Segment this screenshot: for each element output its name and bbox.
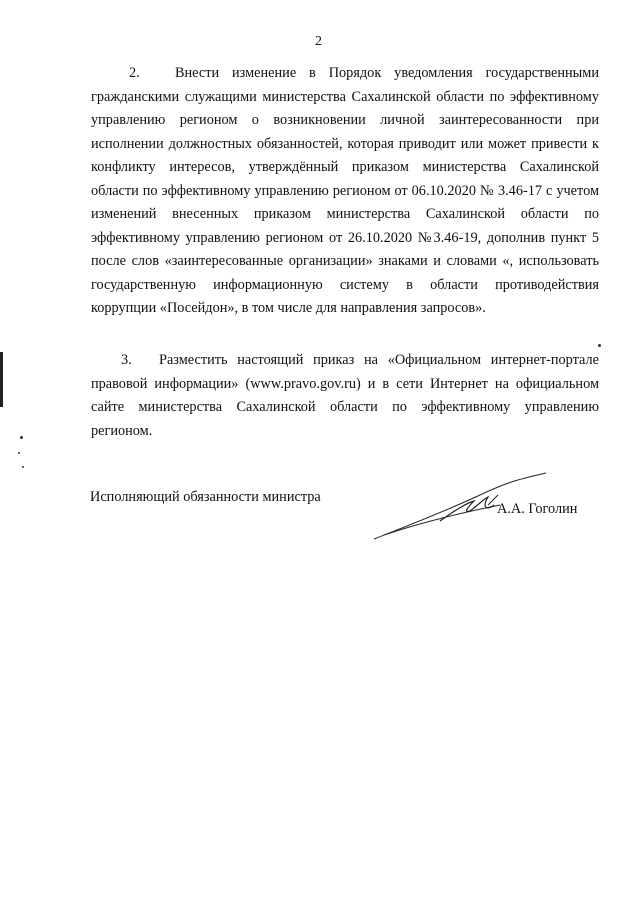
signatory-name: А.А. Гоголин <box>497 501 578 517</box>
scan-speck <box>22 466 24 468</box>
scan-speck <box>598 344 601 347</box>
scan-speck <box>18 452 20 454</box>
paragraph-3 <box>91 349 599 443</box>
paragraph-text: Разместить настоящий приказ на «Официальном интернет-портале правовой информации» (www.pravo.gov.ru) и в сети Интернет на официальном сайте министерства Сахалинской области по эффективному управлению регионом. <box>91 352 599 439</box>
signatory-position: Исполняющий обязанности министра <box>90 489 321 505</box>
scan-speck <box>20 436 23 439</box>
page-number: 2 <box>315 34 322 49</box>
paragraph-number: 2. <box>129 65 140 81</box>
paragraph-number: 3. <box>121 352 132 368</box>
paragraph-2 <box>91 62 599 321</box>
paragraph-text: Внести изменение в Порядок уведомления государственными гражданскими служащими министерства Сахалинской области по эффективному управлению регионом о возникновении личной заинтересованности при исполнении должностных обязанностей, которая приводит или может привести к конфликту интересов, утверждённый приказом министерства Сахалинской области по эффективному управлению регионом от 06.10.2020 № 3.46-17 с учетом изменений внесенных приказом министерства Сахалинской области по эффективному управлению регионом от 26.10.2020 №3.46-19, дополнив пункт 5 после слов «заинтересованные организации» знаками и словами «, использовать государственную информационную систему в области противодействия коррупции «Посейдон», в том числе для направления запросов». <box>91 65 599 316</box>
scan-edge-mark <box>0 352 3 407</box>
